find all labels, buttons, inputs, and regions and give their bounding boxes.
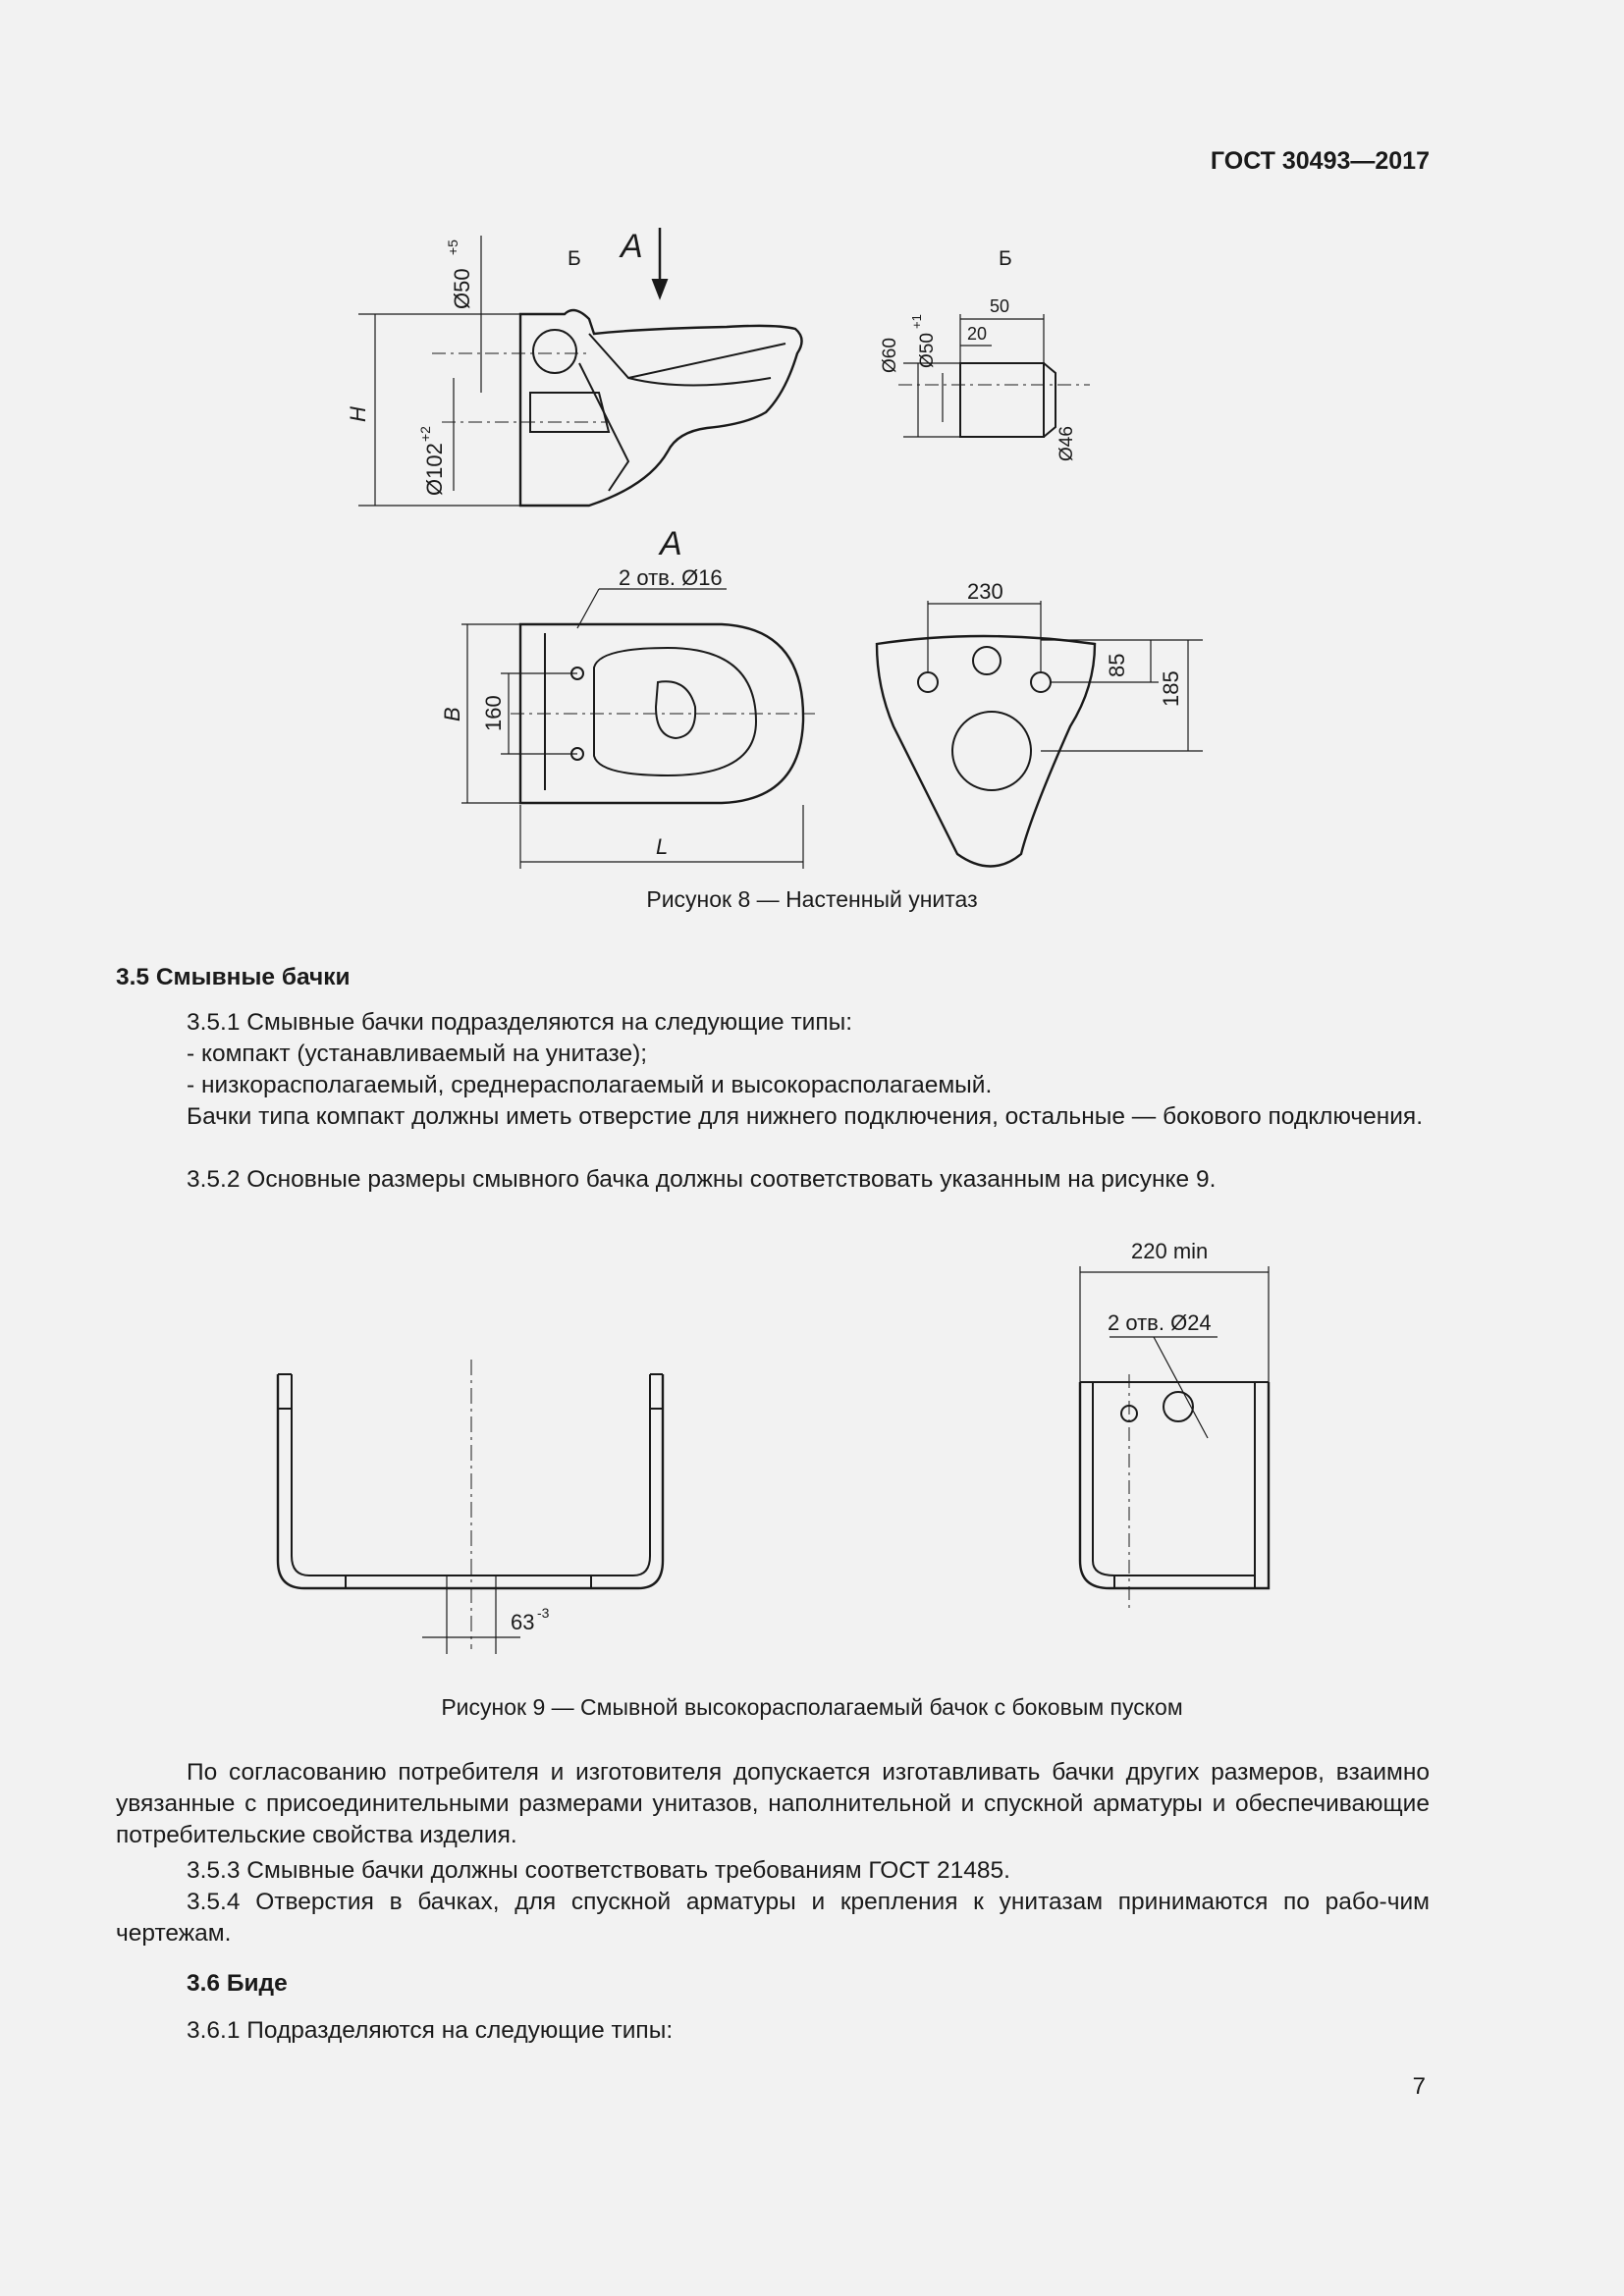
- figure-9-caption: Рисунок 9 — Смывной высокорасполагаемый бачок с боковым пуском: [441, 1694, 1183, 1720]
- list-item-placement: - низкорасполагаемый, среднерасполагаемый и высокорасполагаемый.: [187, 1072, 993, 1098]
- view-b-label: Б: [568, 247, 581, 270]
- holes24-label: 2 отв. Ø24: [1108, 1310, 1212, 1335]
- para-compact-connection: Бачки типа компакт должны иметь отверстие для нижнего подключения, остальные — бокового подключения.: [187, 1103, 1423, 1130]
- dim230-label: 230: [967, 579, 1003, 604]
- d50b-label: Ø50: [917, 333, 938, 368]
- d50-tol: +5: [445, 240, 460, 255]
- view-a-plan-label: А: [660, 525, 682, 562]
- dim20-label: 20: [967, 324, 988, 344]
- figure-8-drawing: [0, 0, 1624, 942]
- para-3-5-3: 3.5.3 Смывные бачки должны соответствовать требованиям ГОСТ 21485.: [187, 1857, 1010, 1884]
- document-header: ГОСТ 30493—2017: [1210, 147, 1430, 175]
- page-number: 7: [1412, 2073, 1426, 2100]
- dim63-tol: -3: [537, 1605, 550, 1621]
- list-item-compact: - компакт (устанавливаемый на унитазе);: [187, 1041, 648, 1067]
- d60-label: Ø60: [880, 338, 900, 373]
- para-3-5-1: 3.5.1 Смывные бачки подразделяются на следующие типы:: [187, 1009, 853, 1036]
- d102-tol: +2: [417, 426, 433, 442]
- para-3-6-1: 3.6.1 Подразделяются на следующие типы:: [187, 2017, 674, 2044]
- dim63-label: 63: [511, 1610, 535, 1634]
- figure-9-drawing: [0, 1227, 1624, 1688]
- dim185-label: 185: [1159, 670, 1183, 707]
- d50-label: Ø50: [450, 268, 474, 309]
- para-3-5-2: 3.5.2 Основные размеры смывного бачка должны соответствовать указанным на рисунке 9.: [187, 1166, 1217, 1193]
- d46-label: Ø46: [1056, 426, 1077, 461]
- view-b-title: Б: [999, 247, 1012, 270]
- d102-label: Ø102: [422, 443, 447, 496]
- figure-8-caption: Рисунок 8 — Настенный унитаз: [646, 886, 978, 912]
- holes16-label: 2 отв. Ø16: [619, 565, 723, 590]
- d50b-tol: +1: [909, 314, 924, 329]
- dim85-label: 85: [1105, 653, 1129, 677]
- section-3-5-heading: 3.5 Смывные бачки: [116, 964, 351, 990]
- dim50-label: 50: [990, 296, 1010, 316]
- view-a-label: А: [621, 228, 643, 265]
- b-label: B: [440, 707, 464, 721]
- dim220-label: 220 min: [1131, 1239, 1209, 1263]
- dim160-label: 160: [481, 695, 506, 731]
- section-3-6-heading: 3.6 Биде: [187, 1970, 288, 1997]
- para-agreement: По согласованию потребителя и изготовителя допускается изготавливать бачки других размеров, взаимно увязанные с присоединительными размерами унитазов, наполнительной и спускной арматуры и обеспечивающие потребительские свойства изделия.: [116, 1759, 1430, 1848]
- l-label: L: [656, 834, 669, 859]
- para-3-5-4: 3.5.4 Отверстия в бачках, для спускной арматуры и крепления к унитазам принимаются по рабо-чим чертежам.: [116, 1889, 1430, 1947]
- h-label: H: [346, 406, 370, 422]
